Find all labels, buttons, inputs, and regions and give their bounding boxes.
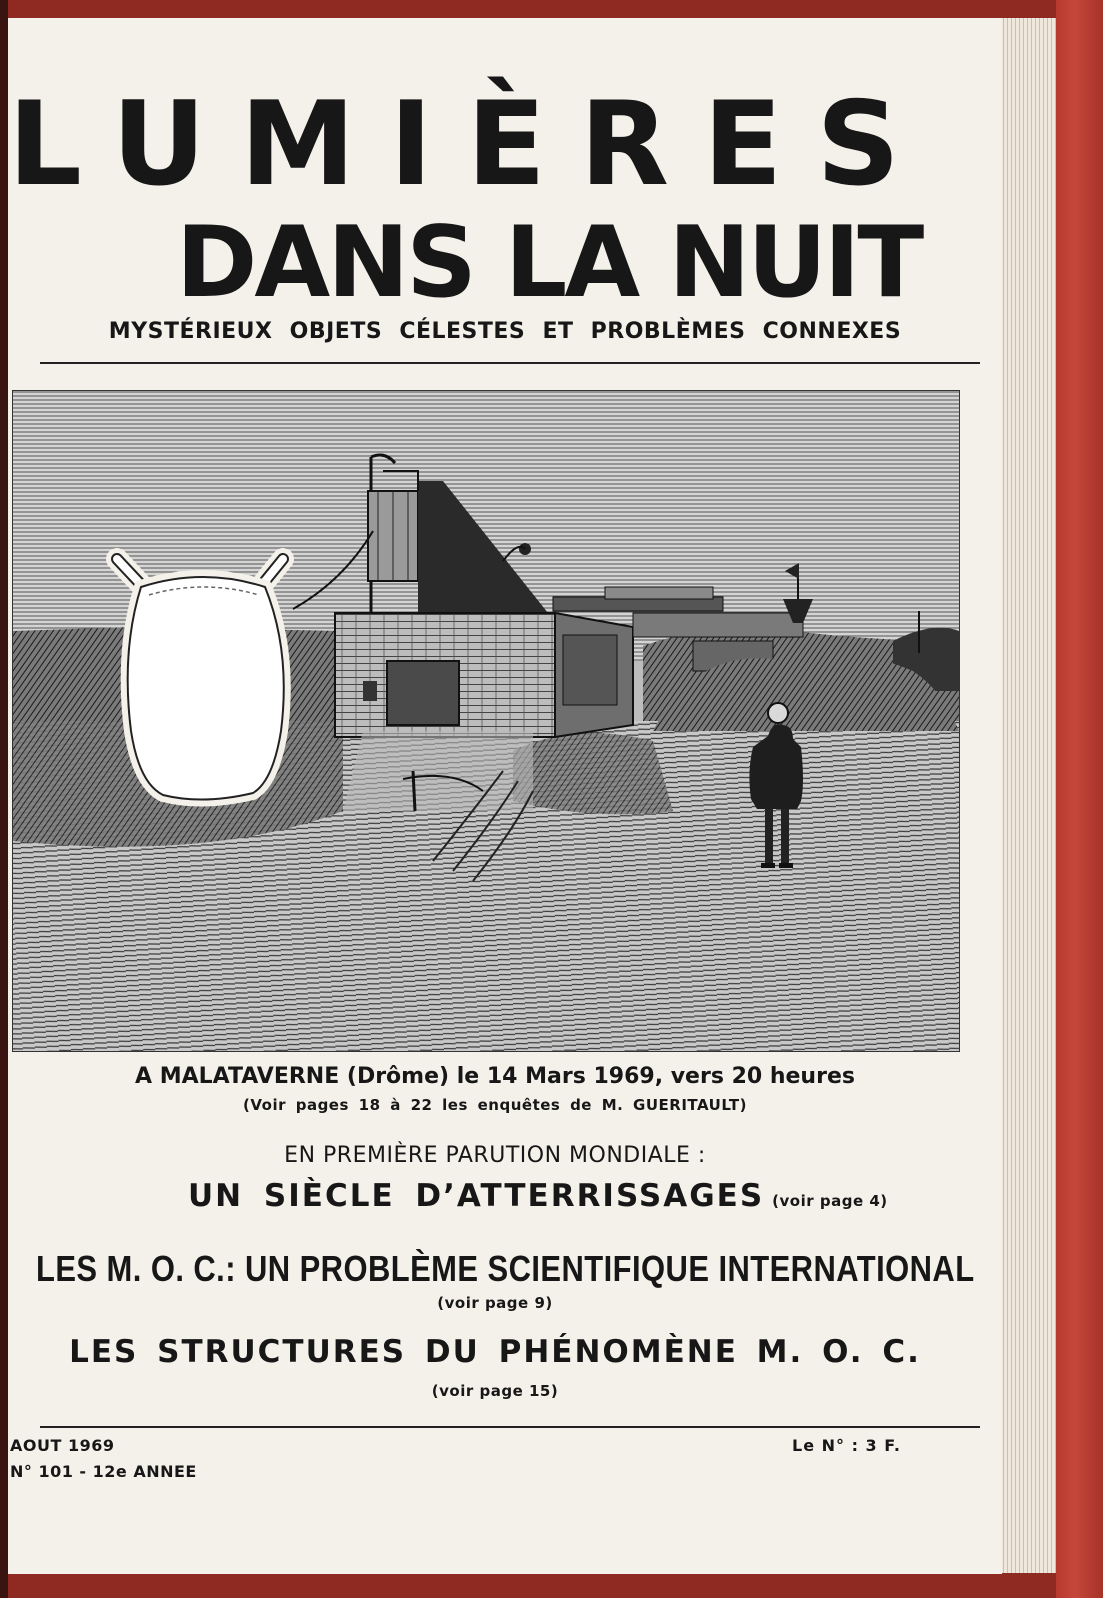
illustration-caption: A MALATAVERNE (Drôme) le 14 Mars 1969, vers 20 heures xyxy=(135,1064,855,1089)
masthead-title-line-1: LUMIÈRES xyxy=(8,77,934,212)
headline-structures: LES STRUCTURES DU PHÉNOMÈNE M. O. C. xyxy=(69,1334,921,1370)
red-binding-strip xyxy=(1056,0,1103,1598)
masthead-subtitle: MYSTÉRIEUX OBJETS CÉLESTES ET PROBLÈMES CONNEXES xyxy=(108,319,902,344)
headline-siecle xyxy=(188,1178,888,1214)
magazine-cover xyxy=(8,18,1002,1574)
divider-top xyxy=(40,362,980,364)
headline-siecle-title: UN SIÈCLE D’ATTERRISSAGES xyxy=(188,1178,765,1214)
issue-number: N° 101 - 12e ANNEE xyxy=(10,1462,197,1481)
masthead-title-line-2: DANS LA NUIT xyxy=(176,206,922,320)
headline-structures-ref: (voir page 15) xyxy=(431,1382,559,1400)
issue-date: AOUT 1969 xyxy=(10,1436,115,1455)
headline-siecle-ref: (voir page 4) xyxy=(772,1192,888,1210)
page-edges xyxy=(1000,18,1056,1573)
left-binding xyxy=(0,0,8,1598)
landing-scene-illustration xyxy=(13,391,959,1051)
illustration-reference: (Voir pages 18 à 22 les enquêtes de M. GUERITAULT) xyxy=(243,1096,747,1114)
premiere-announcement: EN PREMIÈRE PARUTION MONDIALE : xyxy=(284,1143,706,1168)
headline-moc-ref: (voir page 9) xyxy=(437,1294,553,1312)
divider-bottom xyxy=(40,1426,980,1428)
cover-illustration xyxy=(12,390,960,1052)
issue-price: Le N° : 3 F. xyxy=(792,1436,901,1455)
headline-moc: LES M. O. C.: UN PROBLÈME SCIENTIFIQUE INTERNATIONAL xyxy=(36,1248,975,1289)
